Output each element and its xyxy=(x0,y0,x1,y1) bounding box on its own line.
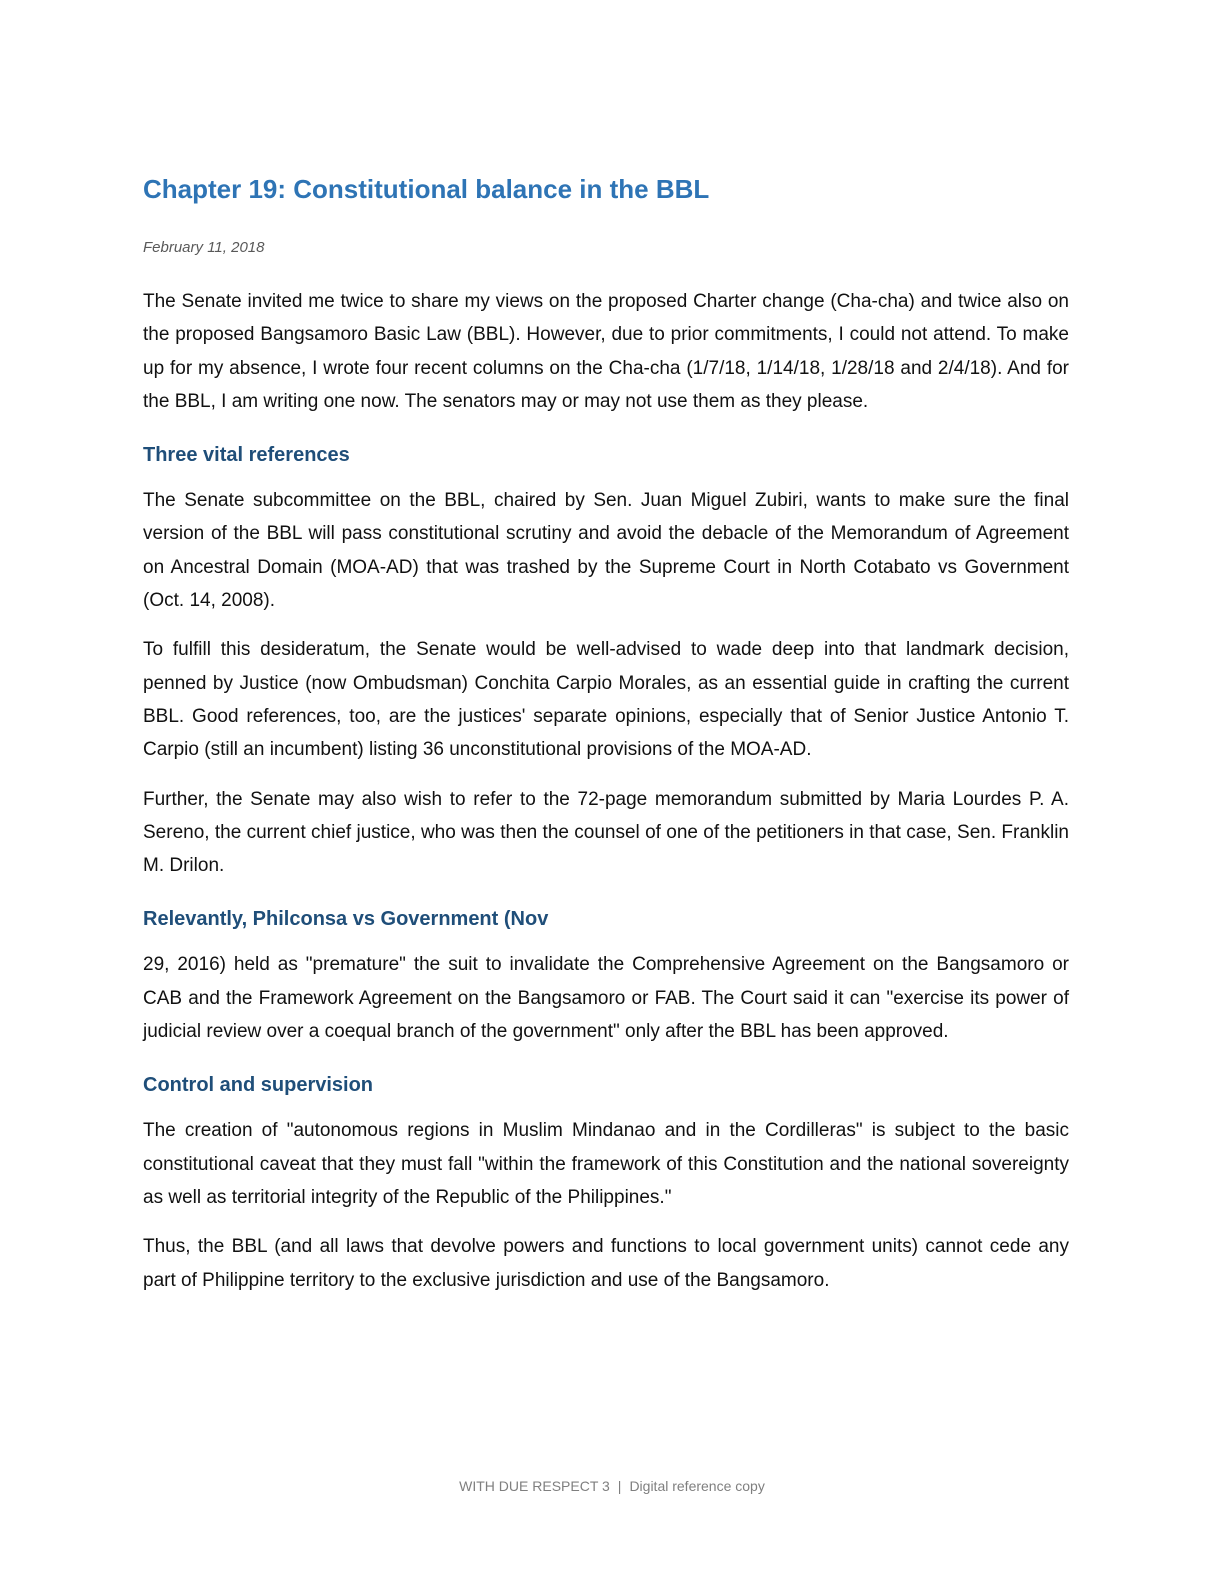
paragraph-autonomous-regions: The creation of "autonomous regions in Muslim Mindanao and in the Cordilleras" is subject to the basic constitutional caveat that they must fall "within the framework of this Constitution and the national sovereignty as well as territorial integrity of the Republic of the Philippines." xyxy=(143,1120,1069,1208)
paragraph-subcommittee: The Senate subcommittee on the BBL, chaired by Sen. Juan Miguel Zubiri, wants to make sure the final version of the BBL will pass constitutional scrutiny and avoid the debacle of the Memorandum of Agreement on Ancestral Domain (MOA-AD) that was trashed by the Supreme Court in North Cotabato vs Government (Oct. 14, 2008). xyxy=(143,490,1069,612)
footer-book-title: WITH DUE RESPECT 3 xyxy=(459,1478,610,1494)
footer-separator: | xyxy=(617,1478,622,1494)
paragraph-territory: Thus, the BBL (and all laws that devolve powers and functions to local government units) cannot cede any part of Philippine territory to the exclusive jurisdiction and use of the Bangsamoro. xyxy=(143,1236,1069,1291)
heading-control-supervision: Control and supervision xyxy=(143,1074,374,1097)
document-body xyxy=(143,170,1069,1313)
heading-philconsa: Relevantly, Philconsa vs Government (Nov xyxy=(143,908,549,931)
paragraph-premature: 29, 2016) held as "premature" the suit to invalidate the Comprehensive Agreement on the Bangsamoro or CAB and the Framework Agreement on the Bangsamoro or FAB. The Court said it can "exercise its power of judicial review over a coequal branch of the government" only after the BBL has been approved. xyxy=(143,954,1069,1043)
publication-date: February 11, 2018 xyxy=(143,239,265,256)
chapter-title: Chapter 19: Constitutional balance in the BBL xyxy=(143,174,710,204)
page-footer xyxy=(0,1478,1224,1494)
heading-three-vital-references: Three vital references xyxy=(143,444,350,467)
paragraph-memorandum: Further, the Senate may also wish to refer to the 72-page memorandum submitted by Maria Lourdes P. A. Sereno, the current chief justice, who was then the counsel of one of the petitioners in that case, Sen. Franklin M. Drilon. xyxy=(143,788,1069,877)
paragraph-intro: The Senate invited me twice to share my views on the proposed Charter change (Cha-cha) and twice also on the proposed Bangsamoro Basic Law (BBL). However, due to prior commitments, I could not attend. To make up for my absence, I wrote four recent columns on the Cha-cha (1/7/18, 1/14/18, 1/28/18 and 2/4/18). And for the BBL, I am writing one now. The senators may or may not use them as they please. xyxy=(143,291,1069,412)
paragraph-desideratum: To fulfill this desideratum, the Senate would be well-advised to wade deep into that landmark decision, penned by Justice (now Ombudsman) Conchita Carpio Morales, as an essential guide in crafting the current BBL. Good references, too, are the justices' separate opinions, especially that of Senior Justice Antonio T. Carpio (still an incumbent) listing 36 unconstitutional provisions of the MOA-AD. xyxy=(143,639,1069,761)
footer-note: Digital reference copy xyxy=(629,1478,765,1494)
